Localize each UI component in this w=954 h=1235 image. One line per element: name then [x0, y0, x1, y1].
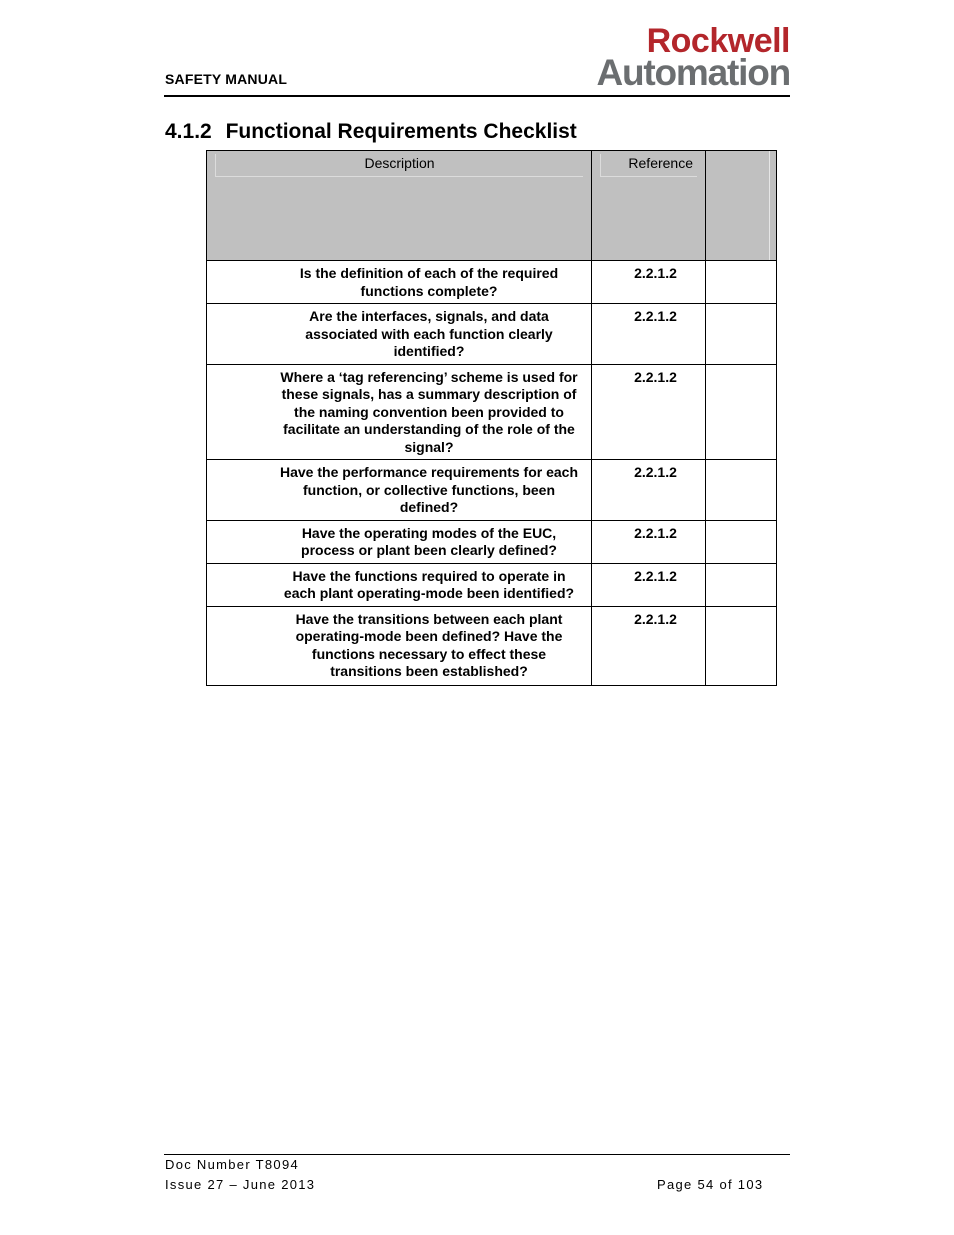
table-row — [207, 606, 777, 685]
row-check-cell — [706, 460, 777, 521]
row-check-cell — [706, 304, 777, 365]
row-check-cell — [706, 520, 777, 563]
footer-divider — [164, 1154, 790, 1155]
col-header-reference: Reference — [592, 151, 706, 261]
table-row — [207, 261, 777, 304]
row-question: Have the performance requirements for each function, or collective functions, been defined? — [207, 460, 592, 521]
row-reference: 2.2.1.2 — [592, 563, 706, 606]
row-reference: 2.2.1.2 — [592, 261, 706, 304]
row-question: Where a ‘tag referencing’ scheme is used for these signals, has a summary description of the naming convention been provided to facilitate an understanding of the role of the signal? — [207, 364, 592, 460]
row-question: Are the interfaces, signals, and data associated with each function clearly identified? — [207, 304, 592, 365]
row-reference: 2.2.1.2 — [592, 606, 706, 685]
functional-requirements-table — [206, 150, 777, 686]
row-reference: 2.2.1.2 — [592, 460, 706, 521]
table-header-row — [207, 151, 777, 261]
section-heading — [165, 120, 577, 144]
row-question: Have the transitions between each plant operating-mode been defined? Have the functions necessary to effect these transitions been established? — [207, 606, 592, 685]
table-row — [207, 364, 777, 460]
row-question: Have the functions required to operate in each plant operating-mode been identified? — [207, 563, 592, 606]
row-check-cell — [706, 364, 777, 460]
section-title: Functional Requirements Checklist — [225, 120, 577, 143]
row-question: Have the operating modes of the EUC, process or plant been clearly defined? — [207, 520, 592, 563]
logo-line2: Automation — [596, 52, 790, 93]
table-row — [207, 304, 777, 365]
manual-label: SAFETY MANUAL — [165, 71, 288, 87]
doc-number: Doc Number T8094 — [165, 1157, 300, 1172]
col-header-description: Description — [207, 151, 592, 261]
issue-date: Issue 27 – June 2013 — [165, 1177, 316, 1192]
row-question: Is the definition of each of the required functions complete? — [207, 261, 592, 304]
row-reference: 2.2.1.2 — [592, 520, 706, 563]
table-row — [207, 520, 777, 563]
header-divider — [164, 95, 790, 97]
page-number: Page 54 of 103 — [657, 1177, 764, 1192]
logo-line1: Rockwell — [646, 22, 790, 60]
row-reference: 2.2.1.2 — [592, 364, 706, 460]
row-reference: 2.2.1.2 — [592, 304, 706, 365]
row-check-cell — [706, 606, 777, 685]
rockwell-automation-logo — [554, 24, 790, 91]
table-row — [207, 563, 777, 606]
section-number: 4.1.2 — [165, 120, 212, 143]
row-check-cell — [706, 261, 777, 304]
col-header-blank — [706, 151, 777, 261]
row-check-cell — [706, 563, 777, 606]
table-row — [207, 460, 777, 521]
